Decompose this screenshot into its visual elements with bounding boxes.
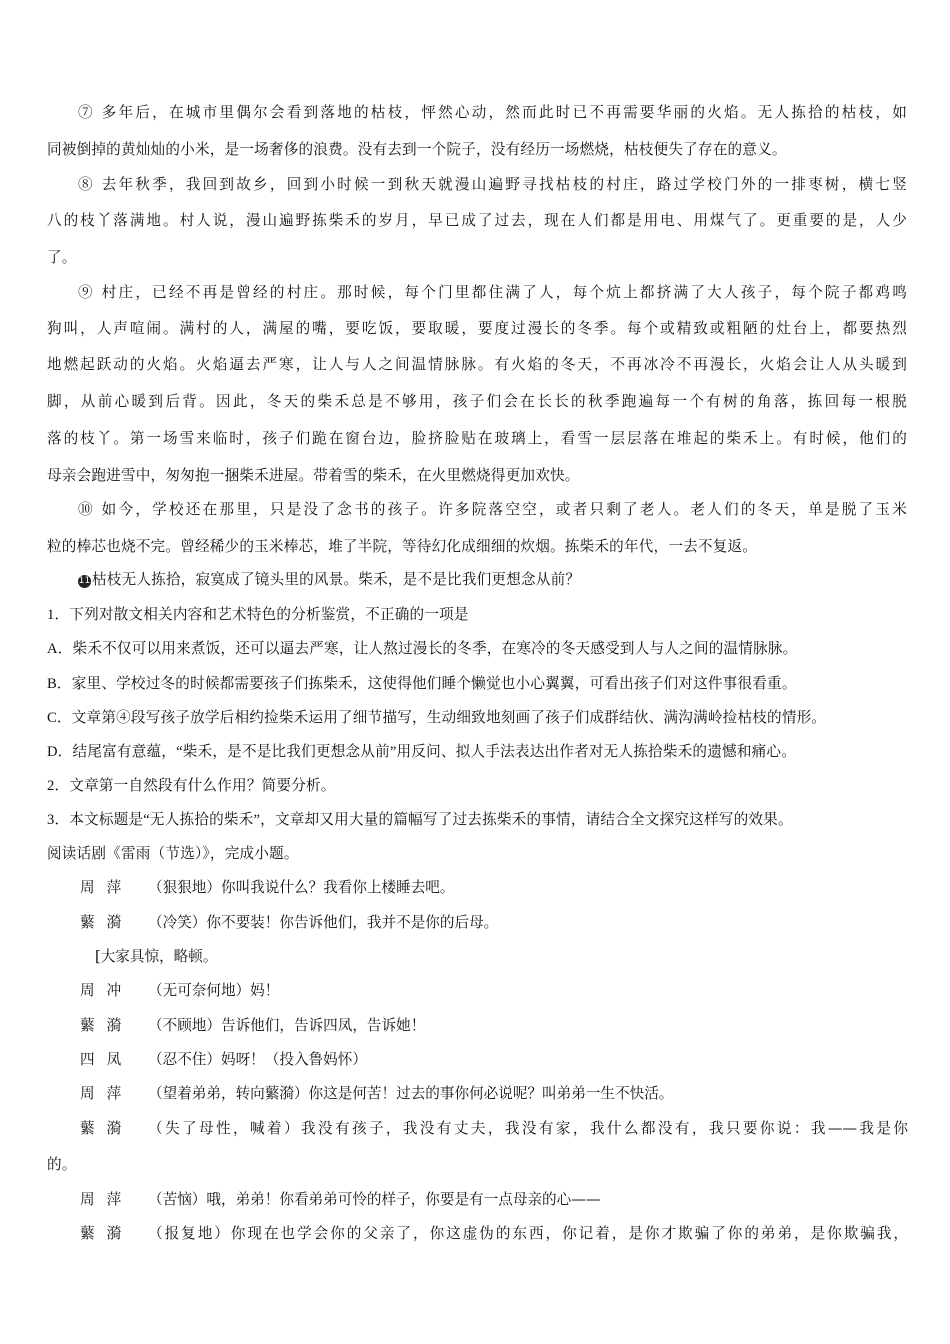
question-1: 1．下列对散文相关内容和艺术特色的分析鉴赏，不正确的一项是 bbox=[47, 607, 469, 623]
essay-p10-line-1: ⑩ 如今，学校还在那里，只是没了念书的孩子。许多院落空空，或者只剩了老人。老人们的冬天，单是脱了玉米 bbox=[78, 501, 907, 518]
speech-text: （报复地）你现在也学会你的父亲了，你这虚伪的东西，你记着，是你才欺骗了你的弟弟，是你欺骗我， bbox=[148, 1225, 908, 1242]
stage-direction: [大家具惊，略顿。 bbox=[95, 948, 218, 965]
speaker-name: 周萍 bbox=[80, 1085, 134, 1102]
speaker-name: 周萍 bbox=[80, 1191, 134, 1208]
essay-p9-line-6: 母亲会跑进雪中，匆匆抱一捆柴禾进屋。带着雪的柴禾，在火里燃烧得更加欢快。 bbox=[47, 467, 580, 484]
essay-p7-line-2: 同被倒掉的黄灿灿的小米，是一场奢侈的浪费。没有去到一个院子，没有经历一场燃烧，枯枝便失了存在的意义。 bbox=[47, 141, 787, 158]
speaker-name: 蘩漪 bbox=[80, 1225, 134, 1242]
question-2: 2．文章第一自然段有什么作用？简要分析。 bbox=[47, 778, 336, 794]
essay-p10-line-2: 粒的棒芯也烧不完。曾经稀少的玉米棒芯，堆了半院，等待幻化成细细的炊烟。拣柴禾的年代，一去不复返。 bbox=[47, 538, 758, 555]
drama-line bbox=[0, 1084, 950, 1104]
question-1-option-d: D．结尾富有意蕴，“柴禾，是不是比我们更想念从前”用反问、拟人手法表达出作者对无人拣拾柴禾的遗憾和痛心。 bbox=[47, 744, 796, 760]
essay-p7-line-1: ⑦ 多年后，在城市里偶尔会看到落地的枯枝，怦然心动，然而此时已不再需要华丽的火焰。无人拣拾的枯枝，如 bbox=[78, 104, 907, 121]
speaker-name: 周冲 bbox=[80, 982, 134, 999]
drama-line bbox=[0, 913, 950, 933]
speech-continuation: 的。 bbox=[47, 1156, 77, 1173]
speaker-name: 四凤 bbox=[80, 1051, 134, 1068]
speech-text: （无可奈何地）妈！ bbox=[148, 982, 280, 999]
speech-text: （忍不住）妈呀！（投入鲁妈怀） bbox=[148, 1051, 367, 1068]
drama-line bbox=[0, 1050, 950, 1070]
paragraph-number-badge: 11 bbox=[78, 576, 91, 586]
speech-text: （失了母性，喊着）我没有孩子，我没有丈夫，我没有家，我什么都没有，我只要你说：我——我是你 bbox=[148, 1120, 908, 1137]
essay-p8-line-1: ⑧ 去年秋季，我回到故乡，回到小时候一到秋天就漫山遍野寻找枯枝的村庄，路过学校门外的一排枣树，横七竖 bbox=[78, 176, 907, 193]
essay-p9-line-1: ⑨ 村庄，已经不再是曾经的村庄。那时候，每个门里都住满了人，每个炕上都挤满了大人孩子，每个院子都鸡鸣 bbox=[78, 284, 907, 301]
essay-p8-line-2: 八的枝丫落满地。村人说，漫山遍野拣柴禾的岁月，早已成了过去，现在人们都是用电、用煤气了。更重要的是，人少 bbox=[47, 212, 907, 229]
question-1-option-c: C．文章第④段写孩子放学后相约捡柴禾运用了细节描写，生动细致地刻画了孩子们成群结伙、满沟满岭捡枯枝的情形。 bbox=[47, 710, 827, 726]
speaker-name: 蘩漪 bbox=[80, 1017, 134, 1034]
speech-text: （狠狠地）你叫我说什么？我看你上楼睡去吧。 bbox=[148, 879, 455, 896]
drama-line bbox=[0, 1119, 950, 1139]
drama-line bbox=[0, 1190, 950, 1210]
speech-text: （苦恼）哦，弟弟！你看弟弟可怜的样子，你要是有一点母亲的心—— bbox=[148, 1191, 601, 1208]
speech-text: （望着弟弟，转向蘩漪）你这是何苦！过去的事你何必说呢？叫弟弟一生不快活。 bbox=[148, 1085, 674, 1102]
speech-text: （冷笑）你不要装！你告诉他们，我并不是你的后母。 bbox=[148, 914, 499, 931]
essay-p9-line-2: 狗叫，人声喧闹。满村的人，满屋的嘴，要吃饭，要取暖，要度过漫长的冬季。每个或精致或粗陋的灶台上，都要热烈 bbox=[47, 320, 907, 337]
drama-line bbox=[0, 1224, 950, 1244]
speaker-name: 蘩漪 bbox=[80, 914, 134, 931]
essay-p8-line-3: 了。 bbox=[47, 249, 77, 266]
essay-p11-text: 枯枝无人拣拾，寂寞成了镜头里的风景。柴禾，是不是比我们更想念从前？ bbox=[92, 571, 581, 588]
question-1-option-b: B．家里、学校过冬的时候都需要孩子们拣柴禾，这使得他们睡个懒觉也小心翼翼，可看出孩子们对这件事很看重。 bbox=[47, 676, 797, 692]
question-3: 3．本文标题是“无人拣拾的柴禾”，文章却又用大量的篇幅写了过去拣柴禾的事情，请结合全文探究这样写的效果。 bbox=[47, 812, 793, 828]
speaker-name: 蘩漪 bbox=[80, 1120, 134, 1137]
drama-line bbox=[0, 981, 950, 1001]
essay-p11 bbox=[78, 570, 938, 590]
drama-line bbox=[0, 878, 950, 898]
essay-p9-line-4: 脚，从前心暖到后背。因此，冬天的柴禾总是不够用，孩子们会在长长的秋季跑遍每一个有树的角落，拣回每一根脱 bbox=[47, 393, 907, 410]
drama-intro: 阅读话剧《雷雨（节选）》，完成小题。 bbox=[47, 846, 299, 862]
question-1-option-a: A．柴禾不仅可以用来煮饭，还可以逼去严寒，让人熬过漫长的冬季，在寒冷的冬天感受到人与人之间的温情脉脉。 bbox=[47, 641, 798, 657]
speech-text: （不顾地）告诉他们，告诉四凤，告诉她！ bbox=[148, 1017, 426, 1034]
essay-p9-line-5: 落的枝丫。第一场雪来临时，孩子们跪在窗台边，脸挤脸贴在玻璃上，看雪一层层落在堆起的柴禾上。有时候，他们的 bbox=[47, 430, 907, 447]
essay-p9-line-3: 地燃起跃动的火焰。火焰逼去严寒，让人与人之间温情脉脉。有火焰的冬天，不再冰冷不再漫长，火焰会让人从头暖到 bbox=[47, 356, 907, 373]
speaker-name: 周萍 bbox=[80, 879, 134, 896]
drama-line bbox=[0, 1016, 950, 1036]
